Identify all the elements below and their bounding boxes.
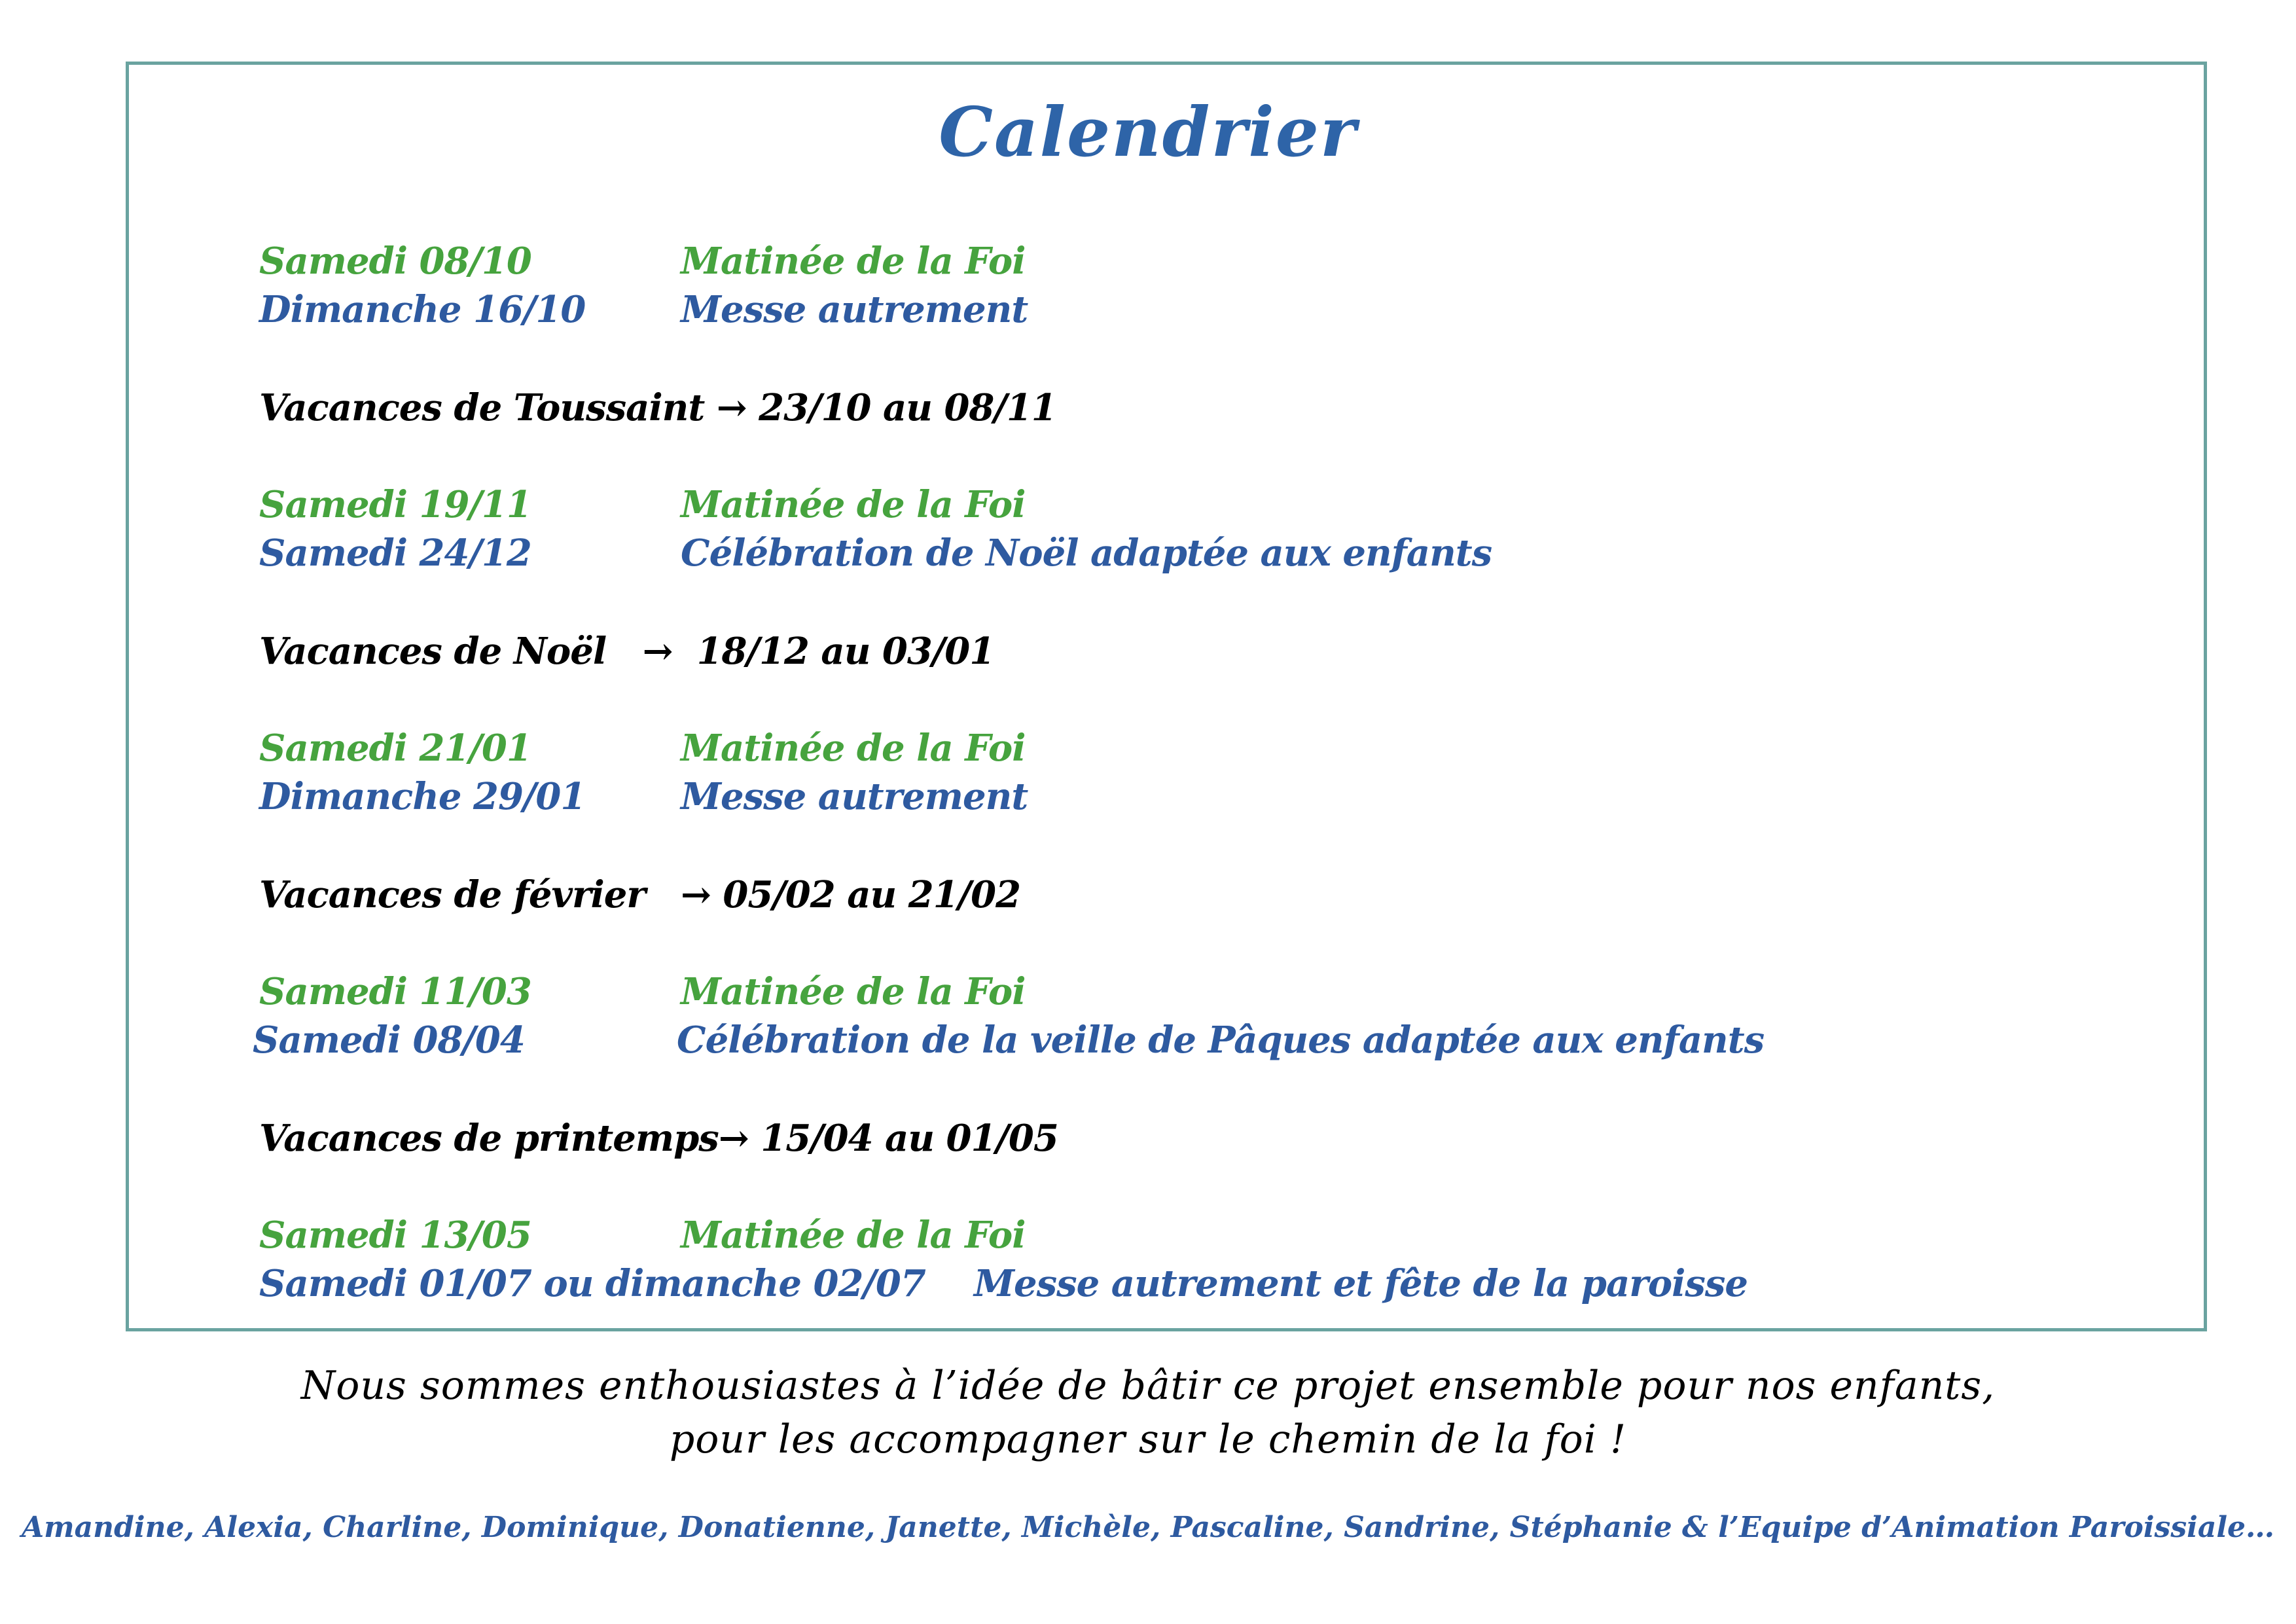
holiday-row xyxy=(259,630,994,673)
event-date: Samedi 08/10 xyxy=(259,240,531,283)
holiday-row xyxy=(259,873,645,916)
event-name: Matinée de la Foi xyxy=(681,240,1026,283)
event-name: Messe autrement et fête de la paroisse xyxy=(974,1262,1748,1305)
holiday-row-range xyxy=(681,873,1020,916)
event-date: Samedi 08/04 xyxy=(253,1019,525,1062)
holiday-range: 15/04 au 01/05 xyxy=(761,1117,1058,1160)
holiday-range: 23/10 au 08/11 xyxy=(759,386,1056,429)
holiday-range: 18/12 au 03/01 xyxy=(696,630,995,673)
arrow-icon: → xyxy=(718,1117,749,1160)
closing-line-2: pour les accompagner sur le chemin de la foi ! xyxy=(669,1416,1627,1462)
event-date: Dimanche 16/10 xyxy=(259,288,586,331)
event-name: Messe autrement xyxy=(681,288,1028,331)
event-date: Dimanche 29/01 xyxy=(259,775,586,818)
event-name: Matinée de la Foi xyxy=(681,970,1026,1013)
event-date: Samedi 24/12 xyxy=(259,532,531,575)
event-date: Samedi 21/01 xyxy=(259,727,531,770)
event-name: Matinée de la Foi xyxy=(681,727,1026,770)
holiday-name: Vacances de Toussaint xyxy=(259,386,705,429)
arrow-icon: → xyxy=(681,873,711,916)
event-name: Célébration de la veille de Pâques adaptée aux enfants xyxy=(677,1019,1765,1062)
holiday-row xyxy=(259,386,1056,429)
holiday-row xyxy=(259,1117,1058,1160)
event-name: Matinée de la Foi xyxy=(681,483,1026,526)
holiday-name: Vacances de février xyxy=(259,873,645,916)
page-title: Calendrier xyxy=(939,92,1357,172)
arrow-icon: → xyxy=(642,630,673,673)
holiday-name: Vacances de printemps xyxy=(259,1117,719,1160)
signature: Amandine, Alexia, Charline, Dominique, Donatienne, Janette, Michèle, Pascaline, Sandrine, Stéphanie & l’Equipe d’Animation Paroissiale… xyxy=(21,1511,2275,1544)
event-date: Samedi 19/11 xyxy=(259,483,531,526)
holiday-name: Vacances de Noël xyxy=(259,630,607,673)
event-name: Matinée de la Foi xyxy=(681,1214,1026,1257)
closing-line-1: Nous sommes enthousiastes à l’idée de bâtir ce projet ensemble pour nos enfants, xyxy=(300,1363,1996,1409)
holiday-range: 05/02 au 21/02 xyxy=(723,873,1021,916)
arrow-icon: → xyxy=(716,386,747,429)
event-name: Célébration de Noël adaptée aux enfants xyxy=(681,532,1492,575)
event-date: Samedi 13/05 xyxy=(259,1214,531,1257)
event-name: Messe autrement xyxy=(681,775,1028,818)
event-date: Samedi 11/03 xyxy=(259,970,531,1013)
event-date: Samedi 01/07 ou dimanche 02/07 xyxy=(259,1262,925,1305)
